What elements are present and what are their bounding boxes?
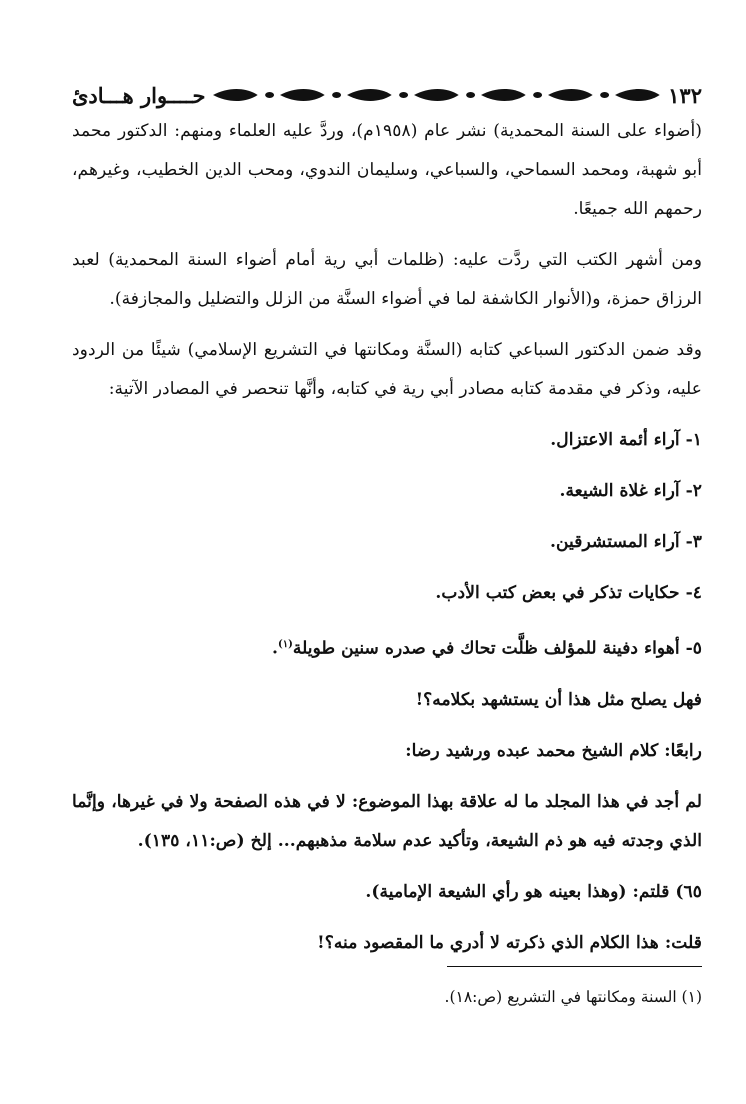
paragraph-1: (أضواء على السنة المحمدية) نشر عام (١٩٥٨م)، وردَّ عليه العلماء ومنهم: الدكتور محمد أبو شهبة، ومحمد السماحي، والسباعي، وسليمان الندوي، ومحب الدين الخطيب، وغيرهم، رحمهم الله جميعًا.	[72, 121, 702, 219]
list-item-2: ٢- آراء غلاة الشيعة.	[559, 481, 702, 501]
question-line: فهل يصلح مثل هذا أن يستشهد بكلامه؟!	[415, 689, 702, 710]
list-item-4: ٤- حكايات تذكر في بعض كتب الأدب.	[435, 583, 702, 603]
paragraph-3: وقد ضمن الدكتور السباعي كتابه (السنَّة ومكانتها في التشريع الإسلامي) شيئًا من الردود عليه، وذكر في مقدمة كتابه مصادر أبي رية في كتابه، وأنَّها تنحصر في المصادر الآتية:	[72, 340, 702, 399]
list-item-3: ٣- آراء المستشرقين.	[549, 532, 702, 552]
footnote-separator	[447, 966, 702, 967]
fourth-paragraph: لم أجد في هذا المجلد ما له علاقة بهذا الموضوع: لا في هذه الصفحة ولا في غيرها، وإنَّما الذي وجدته فيه هو ذم الشيعة، وتأكيد عدم سلامة مذهبهم... إلخ (ص:١١، ١٣٥).	[72, 791, 702, 851]
list-item-5-text: ٥- أهواء دفينة للمؤلف ظلَّت تحاك في صدره سنين طويلة	[292, 638, 702, 659]
ornament-border-icon	[213, 86, 660, 104]
list-item-5	[72, 625, 702, 669]
page-header	[72, 78, 702, 112]
running-title: حــــوار هـــادئ	[72, 82, 206, 108]
fourth-heading: رابعًا: كلام الشيخ محمد عبده ورشيد رضا:	[405, 740, 702, 761]
footnote-reference: (١)	[278, 639, 293, 650]
page-number: ١٣٢	[668, 82, 702, 108]
header-ornament	[213, 86, 660, 104]
paragraph-2: ومن أشهر الكتب التي ردَّت عليه: (ظلمات أبي رية أمام أضواء السنة المحمدية) لعبد الرزاق حمزة، و(الأنوار الكاشفة لما في أضواء السنَّة من الزلل والتضليل والمجازفة).	[72, 250, 702, 309]
item-65: ٦٥) قلتم: (وهذا بعينه هو رأي الشيعة الإمامية).	[365, 881, 702, 902]
list-item-5-period: .	[272, 638, 279, 659]
list-item-1: ١- آراء أئمة الاعتزال.	[550, 430, 702, 450]
footnote: (١) السنة ومكانتها في التشريع (ص:١٨).	[444, 988, 702, 1006]
book-page	[72, 78, 702, 1058]
reply-line: قلت: هذا الكلام الذي ذكرته لا أدري ما المقصود منه؟!	[317, 932, 702, 953]
main-text	[72, 112, 702, 963]
